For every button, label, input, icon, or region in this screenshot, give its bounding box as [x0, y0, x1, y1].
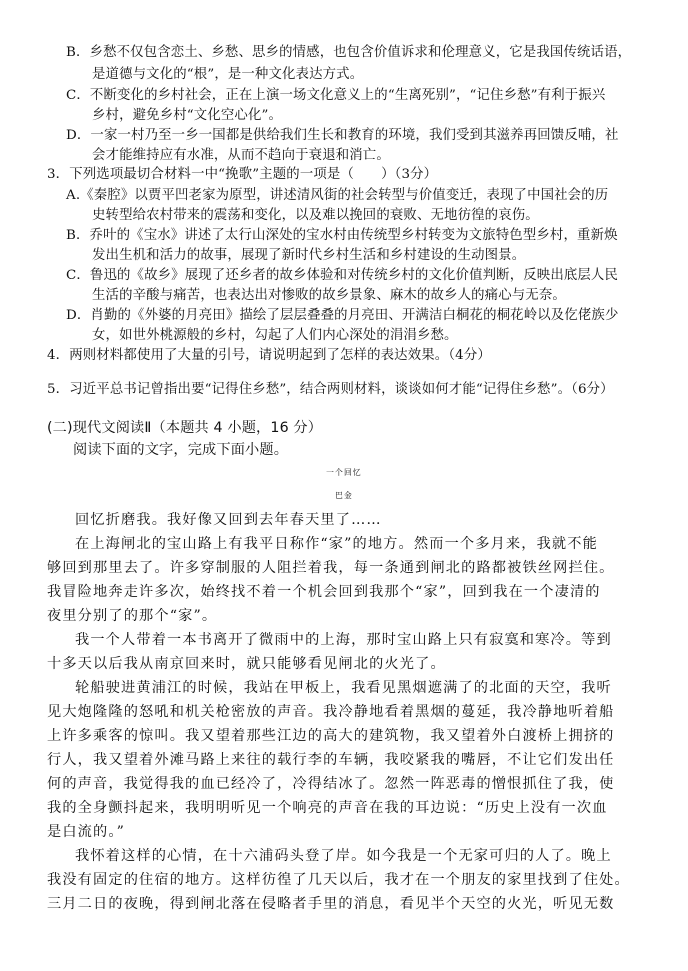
section-heading: (二)现代文阅读Ⅱ（本题共 4 小题，16 分）	[47, 420, 323, 436]
q3-option-c-line-1: C．鲁迅的《故乡》展现了还乡者的故乡体验和对传统乡村的文化价值判断，反映出底层人民	[66, 268, 619, 283]
passage-line: 我的全身颤抖起来，我明明听见一个响亮的声音在我的耳边说：“历史上没有一次血	[47, 800, 608, 816]
passage-line: 我冒险地奔走许多次，始终找不着一个机会回到我那个“家”，回到我在一个凄清的	[47, 584, 601, 600]
passage-line: 回忆折磨我。我好像又回到去年春天里了……	[75, 512, 382, 528]
passage-line: 在上海闸北的宝山路上有我平日称作“家”的地方。然而一个多月来，我就不能	[75, 536, 598, 552]
q2-option-c-line-1: C．不断变化的乡村社会，正在上演一场文化意义上的“生离死别”，“记住乡愁”有利于振兴	[66, 88, 606, 103]
question-4: 4．两则材料都使用了大量的引号，请说明起到了怎样的表达效果。（4分）	[47, 348, 491, 363]
q2-option-c-line-2: 乡村，避免乡村“文化空心化”。	[92, 108, 283, 123]
passage-title: 一个回忆	[326, 468, 362, 477]
q3-option-b-line-1: B．乔叶的《宝水》讲述了太行山深处的宝水村由传统型乡村转变为文旅特色型乡村，重新焕	[66, 228, 618, 243]
passage-line: 轮船驶进黄浦江的时候，我站在甲板上，我看见黑烟遮满了的北面的天空，我听	[75, 680, 612, 696]
passage-line: 三月二日的夜晚，得到闸北落在侵略者手里的消息，看见半个天空的火光，听见无数	[47, 896, 615, 912]
q3-option-d-line-1: D．肖勤的《外婆的月亮田》描绘了层层叠叠的月亮田、开满洁白桐花的桐花岭以及仡佬族少	[66, 308, 619, 323]
passage-line: 何的声音，我觉得我的血已经冷了，冷得结冰了。忽然一阵恶毒的憎恨抓住了我，使	[47, 776, 615, 792]
q2-option-b-line-1: B．乡愁不仅包含恋土、乡愁、思乡的情感，也包含价值诉求和伦理意义，它是我国传统话语，	[66, 45, 632, 60]
passage-line: 夜里分别了的那个“家”。	[47, 608, 218, 624]
q2-option-d-line-1: D．一家一村乃至一乡一国都是供给我们生长和教育的环境，我们受到其滋养再回馈反哺，社	[66, 128, 619, 143]
passage-line: 我怀着这样的心情，在十六浦码头登了岸。如今我是一个无家可归的人了。晚上	[75, 848, 612, 864]
q3-stem: 3．下列选项最切合材料一中“挽歌”主题的一项是（ ）（3分）	[47, 167, 438, 182]
passage-line: 上许多乘客的惊叫。我又望着那些江边的高大的建筑物，我又望着外白渡桥上拥挤的	[47, 728, 615, 744]
passage-line: 行人，我又望着外滩马路上来往的载行李的车辆，我咬紧我的嘴唇，不让它们发出任	[47, 752, 615, 768]
question-5: 5．习近平总书记曾指出要“记得住乡愁”，结合两则材料，谈谈如何才能“记得住乡愁”。（6分）	[47, 382, 614, 397]
q3-option-a-line-2: 史转型给农村带来的震荡和变化，以及难以挽回的衰败、无地彷徨的哀伤。	[92, 208, 539, 223]
q3-option-b-line-2: 发出生机和活力的故事，展现了新时代乡村生活和乡村建设的生动图景。	[92, 248, 526, 263]
passage-line: 十多天以后我从南京回来时，就只能够看见闸北的火光了。	[47, 656, 446, 672]
passage-author: 巴金	[335, 491, 353, 500]
passage-line: 我没有固定的住宿的地方。这样彷徨了几天以后，我才在一个朋友的家里找到了住处。	[47, 872, 630, 888]
q2-option-d-line-2: 会才能维持应有水准，从而不趋向于衰退和消亡。	[92, 148, 390, 163]
passage-line: 见大炮隆隆的怒吼和机关枪密放的声音。我冷静地看着黑烟的蔓延，我冷静地听着船	[47, 704, 615, 720]
q2-option-b-line-2: 是道德与文化的“根”，是一种文化表达方式。	[92, 67, 364, 82]
q3-option-a-line-1: A.《秦腔》以贾平凹老家为原型，讲述清风街的社会转型与价值变迁，表现了中国社会的历	[66, 188, 609, 203]
passage-line: 我一个人带着一本书离开了微雨中的上海，那时宝山路上只有寂寞和寒冷。等到	[75, 632, 612, 648]
passage-line: 是白流的。”	[47, 824, 125, 840]
q3-option-d-line-2: 女，如世外桃源般的乡村，勾起了人们内心深处的涓涓乡愁。	[92, 328, 458, 343]
section-instruction: 阅读下面的文字，完成下面小题。	[73, 442, 289, 458]
passage-line: 够回到那里去了。许多穿制服的人阻拦着我，每一条通到闸北的路都被铁丝网拦住。	[47, 560, 615, 576]
q3-option-c-line-2: 生活的辛酸与痛苦，也表达出对惨败的故乡景象、麻木的故乡人的痛心与无奈。	[92, 288, 566, 303]
